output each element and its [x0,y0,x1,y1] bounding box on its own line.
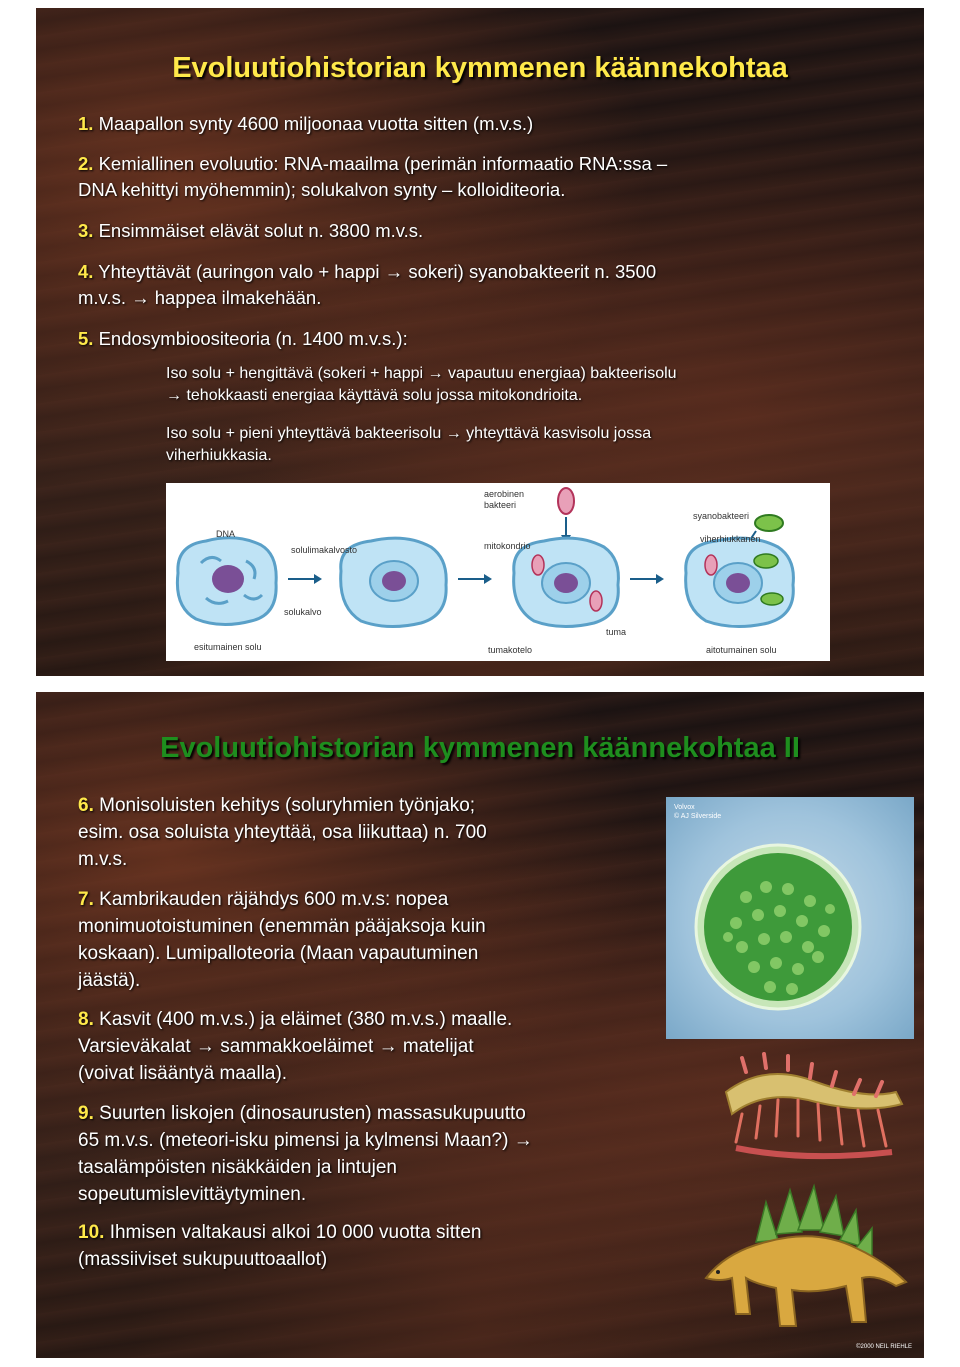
label-cyano: syanobakteeri [693,511,750,521]
volvox-credit: © AJ Silverside [674,813,722,820]
label-chloro: viherhiukkanen [700,534,761,544]
item-1: 1. Maapallon synty 4600 miljoonaa vuotta sitten (m.v.s.) [78,113,534,134]
label-nuclear-envelope: tumakotelo [488,645,533,655]
label-membrane: solukalvo [284,607,322,617]
item-3: 3. Ensimmäiset elävät solut n. 3800 m.v.s. [78,220,424,241]
endosymbiosis-point-1: Iso solu + hengittävä (sokeri + happi → vapautuu energiaa) bakteerisolu → tehokkaasti energiaa käyttävä solu jossa mitokondrioita. [166,365,677,404]
creature-svg [706,1052,916,1172]
item-4: 4. Yhteyttävät (auringon valo + happi → sokeri) syanobakteerit n. 3500 m.v.s. → happea ilmakehään. [78,261,657,308]
endosymbiosis-diagram-svg [166,483,830,661]
slide-1 [36,8,924,676]
cambrian-creature-image [706,1052,916,1172]
item-7: 7. Kambrikauden räjähdys 600 m.v.s: nopea monimuotoistuminen (enemmän pääjaksoja kuin koskaan). Lumipalloteoria (Maan vapautuminen jäästä). [78,889,486,991]
endosymbiosis-diagram [166,483,830,661]
label-aerobic-2: bakteeri [484,500,517,510]
volvox-photo [666,797,914,1039]
label-er: solulimakalvosto [291,545,358,555]
volvox-colony-svg [666,797,914,1039]
item-6: 6. Monisoluisten kehitys (soluryhmien työnjako; esim. osa soluista yhteyttää, osa liikuttaa) n. 700 m.v.s. [78,795,487,870]
plant-like-cell [686,538,794,626]
label-mito: mitokondrio [484,541,531,551]
slide-2 [36,692,924,1358]
mitochondria-cell [514,538,619,626]
label-nucleus: tuma [606,627,627,637]
label-prokaryote: esitumainen solu [194,642,262,652]
label-dna: DNA [216,529,236,539]
slide-2-title: Evoluutiohistorian kymmenen käännekohtaa II [160,732,800,764]
volvox-caption: Volvox [674,804,695,811]
item-9: 9. Suurten liskojen (dinosaurusten) massasukupuutto 65 m.v.s. (meteori-isku pimensi ja kylmensi Maan?) → tasalämpöisten nisäkkäiden ja lintujen sopeutumislevittäytyminen. [78,1103,533,1205]
item-10: 10. Ihmisen valtakausi alkoi 10 000 vuotta sitten (massiiviset sukupuuttoaallot) [78,1222,482,1270]
label-aerobic-1: aerobinen [484,489,525,499]
item-8: 8. Kasvit (400 m.v.s.) ja eläimet (380 m.v.s.) maalle. Varsieväkalat → sammakkoeläimet → matelijat (voivat lisääntyä maalla). [78,1009,513,1084]
stegosaurus-image [696,1182,916,1352]
item-2: 2. Kemiallinen evoluutio: RNA-maailma (perimän informaatio RNA:ssa – DNA kehittyi myöhemmin); solukalvon synty – kolloiditeoria. [78,153,668,200]
slide-1-title: Evoluutiohistorian kymmenen käännekohtaa [172,52,788,84]
prokaryote-cell [177,538,276,625]
stegosaurus-svg [696,1182,916,1352]
label-eukaryote: aitotumainen solu [706,645,777,655]
item-5: 5. Endosymbioositeoria (n. 1400 m.v.s.): [78,328,408,349]
dino-credit: ©2000 NEIL RIEHLE [856,1344,912,1350]
endosymbiosis-point-2: Iso solu + pieni yhteyttävä bakteerisolu → yhteyttävä kasvisolu jossa viherhiukkasia. [166,425,652,464]
